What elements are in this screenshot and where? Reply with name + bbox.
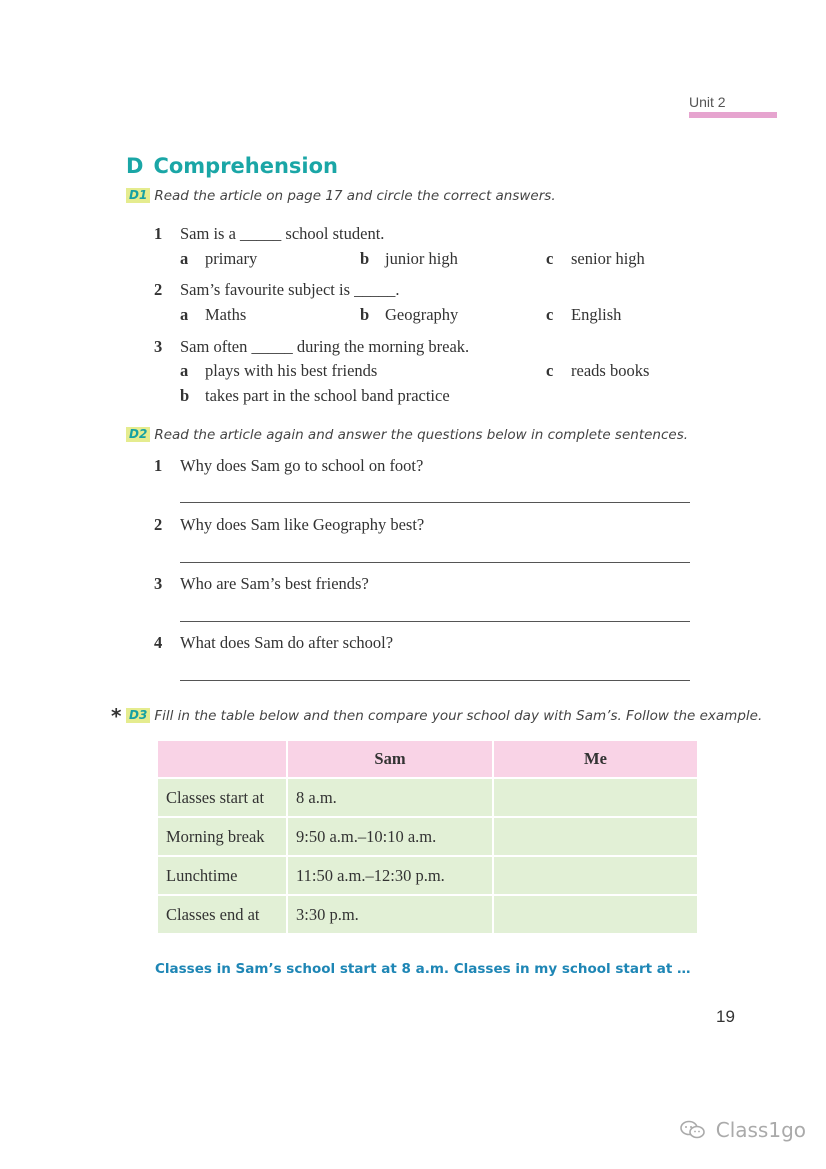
unit-label: Unit 2 (689, 94, 726, 110)
d1-q2-option-a[interactable] (180, 305, 246, 325)
table-cell: Classes end at (157, 895, 287, 934)
question-number: 4 (154, 633, 163, 652)
table-cell-me[interactable] (493, 856, 698, 895)
table-cell-me[interactable] (493, 895, 698, 934)
d1-question-2 (154, 280, 400, 300)
d3-tag: D3 (126, 708, 150, 723)
d1-instruction (126, 188, 556, 204)
d1-q2-option-b[interactable] (360, 305, 458, 325)
question-number: 3 (154, 574, 163, 593)
unit-accent-bar (689, 112, 777, 118)
table-cell-me[interactable] (493, 778, 698, 817)
question-number: 3 (154, 337, 163, 356)
option-letter: a (180, 361, 189, 380)
answer-line-4[interactable] (180, 680, 690, 681)
d1-q1-option-c[interactable] (546, 249, 645, 269)
challenge-star: * (111, 704, 122, 728)
table-cell: Classes start at (157, 778, 287, 817)
option-letter: c (546, 249, 554, 268)
d1-question-3 (154, 337, 469, 357)
table-cell: 8 a.m. (287, 778, 493, 817)
d1-q2-option-c[interactable] (546, 305, 621, 325)
table-header-cell: Me (493, 740, 698, 778)
page-number: 19 (716, 1007, 735, 1026)
option-letter: c (546, 305, 554, 324)
answer-line-1[interactable] (180, 502, 690, 503)
option-letter: b (360, 305, 370, 324)
d3-instruction (126, 708, 762, 724)
table-cell: 11:50 a.m.–12:30 p.m. (287, 856, 493, 895)
option-text: takes part in the school band practice (205, 386, 450, 405)
d1-q3-option-b[interactable] (180, 386, 450, 406)
d1-q1-option-b[interactable] (360, 249, 458, 269)
question-text: What does Sam do after school? (180, 633, 394, 652)
d1-q1-option-a[interactable] (180, 249, 257, 269)
question-text: Why does Sam go to school on foot? (180, 456, 424, 475)
table-header-cell (157, 740, 287, 778)
question-text: Who are Sam’s best friends? (180, 574, 369, 593)
question-number: 1 (154, 456, 163, 475)
d1-tag: D1 (126, 188, 150, 203)
d3-instruction-text: Fill in the table below and then compare your school day with Sam’s. Follow the example. (154, 708, 763, 724)
answer-line-2[interactable] (180, 562, 690, 563)
d1-instruction-text: Read the article on page 17 and circle the correct answers. (154, 188, 556, 204)
option-text: reads books (571, 361, 650, 380)
table-cell: Lunchtime (157, 856, 287, 895)
table-cell: 9:50 a.m.–10:10 a.m. (287, 817, 493, 856)
option-letter: b (180, 386, 190, 405)
d1-q3-option-c[interactable] (546, 361, 649, 381)
section-letter: D (126, 154, 144, 178)
question-text: Sam’s favourite subject is _____. (180, 280, 400, 299)
question-number: 1 (154, 224, 163, 243)
table-cell-me[interactable] (493, 817, 698, 856)
example-sentence: Classes in Sam’s school start at 8 a.m. Classes in my school start at … (155, 961, 691, 977)
option-text: Geography (385, 305, 459, 324)
d2-question-2 (154, 515, 424, 535)
table-header-cell: Sam (287, 740, 493, 778)
table-row (157, 817, 698, 856)
option-text: senior high (571, 249, 645, 268)
d2-question-4 (154, 633, 393, 653)
question-text: Why does Sam like Geography best? (180, 515, 425, 534)
option-text: plays with his best friends (205, 361, 378, 380)
schedule-table (156, 739, 699, 935)
question-number: 2 (154, 280, 163, 299)
option-letter: a (180, 305, 189, 324)
option-letter: b (360, 249, 370, 268)
d2-tag: D2 (126, 427, 150, 442)
table-cell: Morning break (157, 817, 287, 856)
watermark-text: Class1go (715, 1118, 807, 1142)
d2-question-3 (154, 574, 369, 594)
question-text: Sam often _____ during the morning break. (180, 337, 470, 356)
section-title: Comprehension (153, 154, 339, 178)
question-text: Sam is a _____ school student. (180, 224, 385, 243)
answer-line-3[interactable] (180, 621, 690, 622)
d2-question-1 (154, 456, 423, 476)
option-text: junior high (385, 249, 458, 268)
d2-instruction (126, 427, 688, 443)
question-number: 2 (154, 515, 163, 534)
d2-instruction-text: Read the article again and answer the questions below in complete sentences. (154, 427, 689, 443)
table-cell: 3:30 p.m. (287, 895, 493, 934)
section-heading (126, 154, 338, 178)
watermark (680, 1118, 806, 1142)
option-text: Maths (205, 305, 247, 324)
d1-question-1 (154, 224, 384, 244)
d1-q3-option-a[interactable] (180, 361, 377, 381)
table-row (157, 895, 698, 934)
option-letter: c (546, 361, 554, 380)
option-letter: a (180, 249, 189, 268)
wechat-icon (680, 1121, 712, 1142)
table-row (157, 778, 698, 817)
table-header-row (157, 740, 698, 778)
option-text: English (571, 305, 622, 324)
table-row (157, 856, 698, 895)
option-text: primary (205, 249, 258, 268)
